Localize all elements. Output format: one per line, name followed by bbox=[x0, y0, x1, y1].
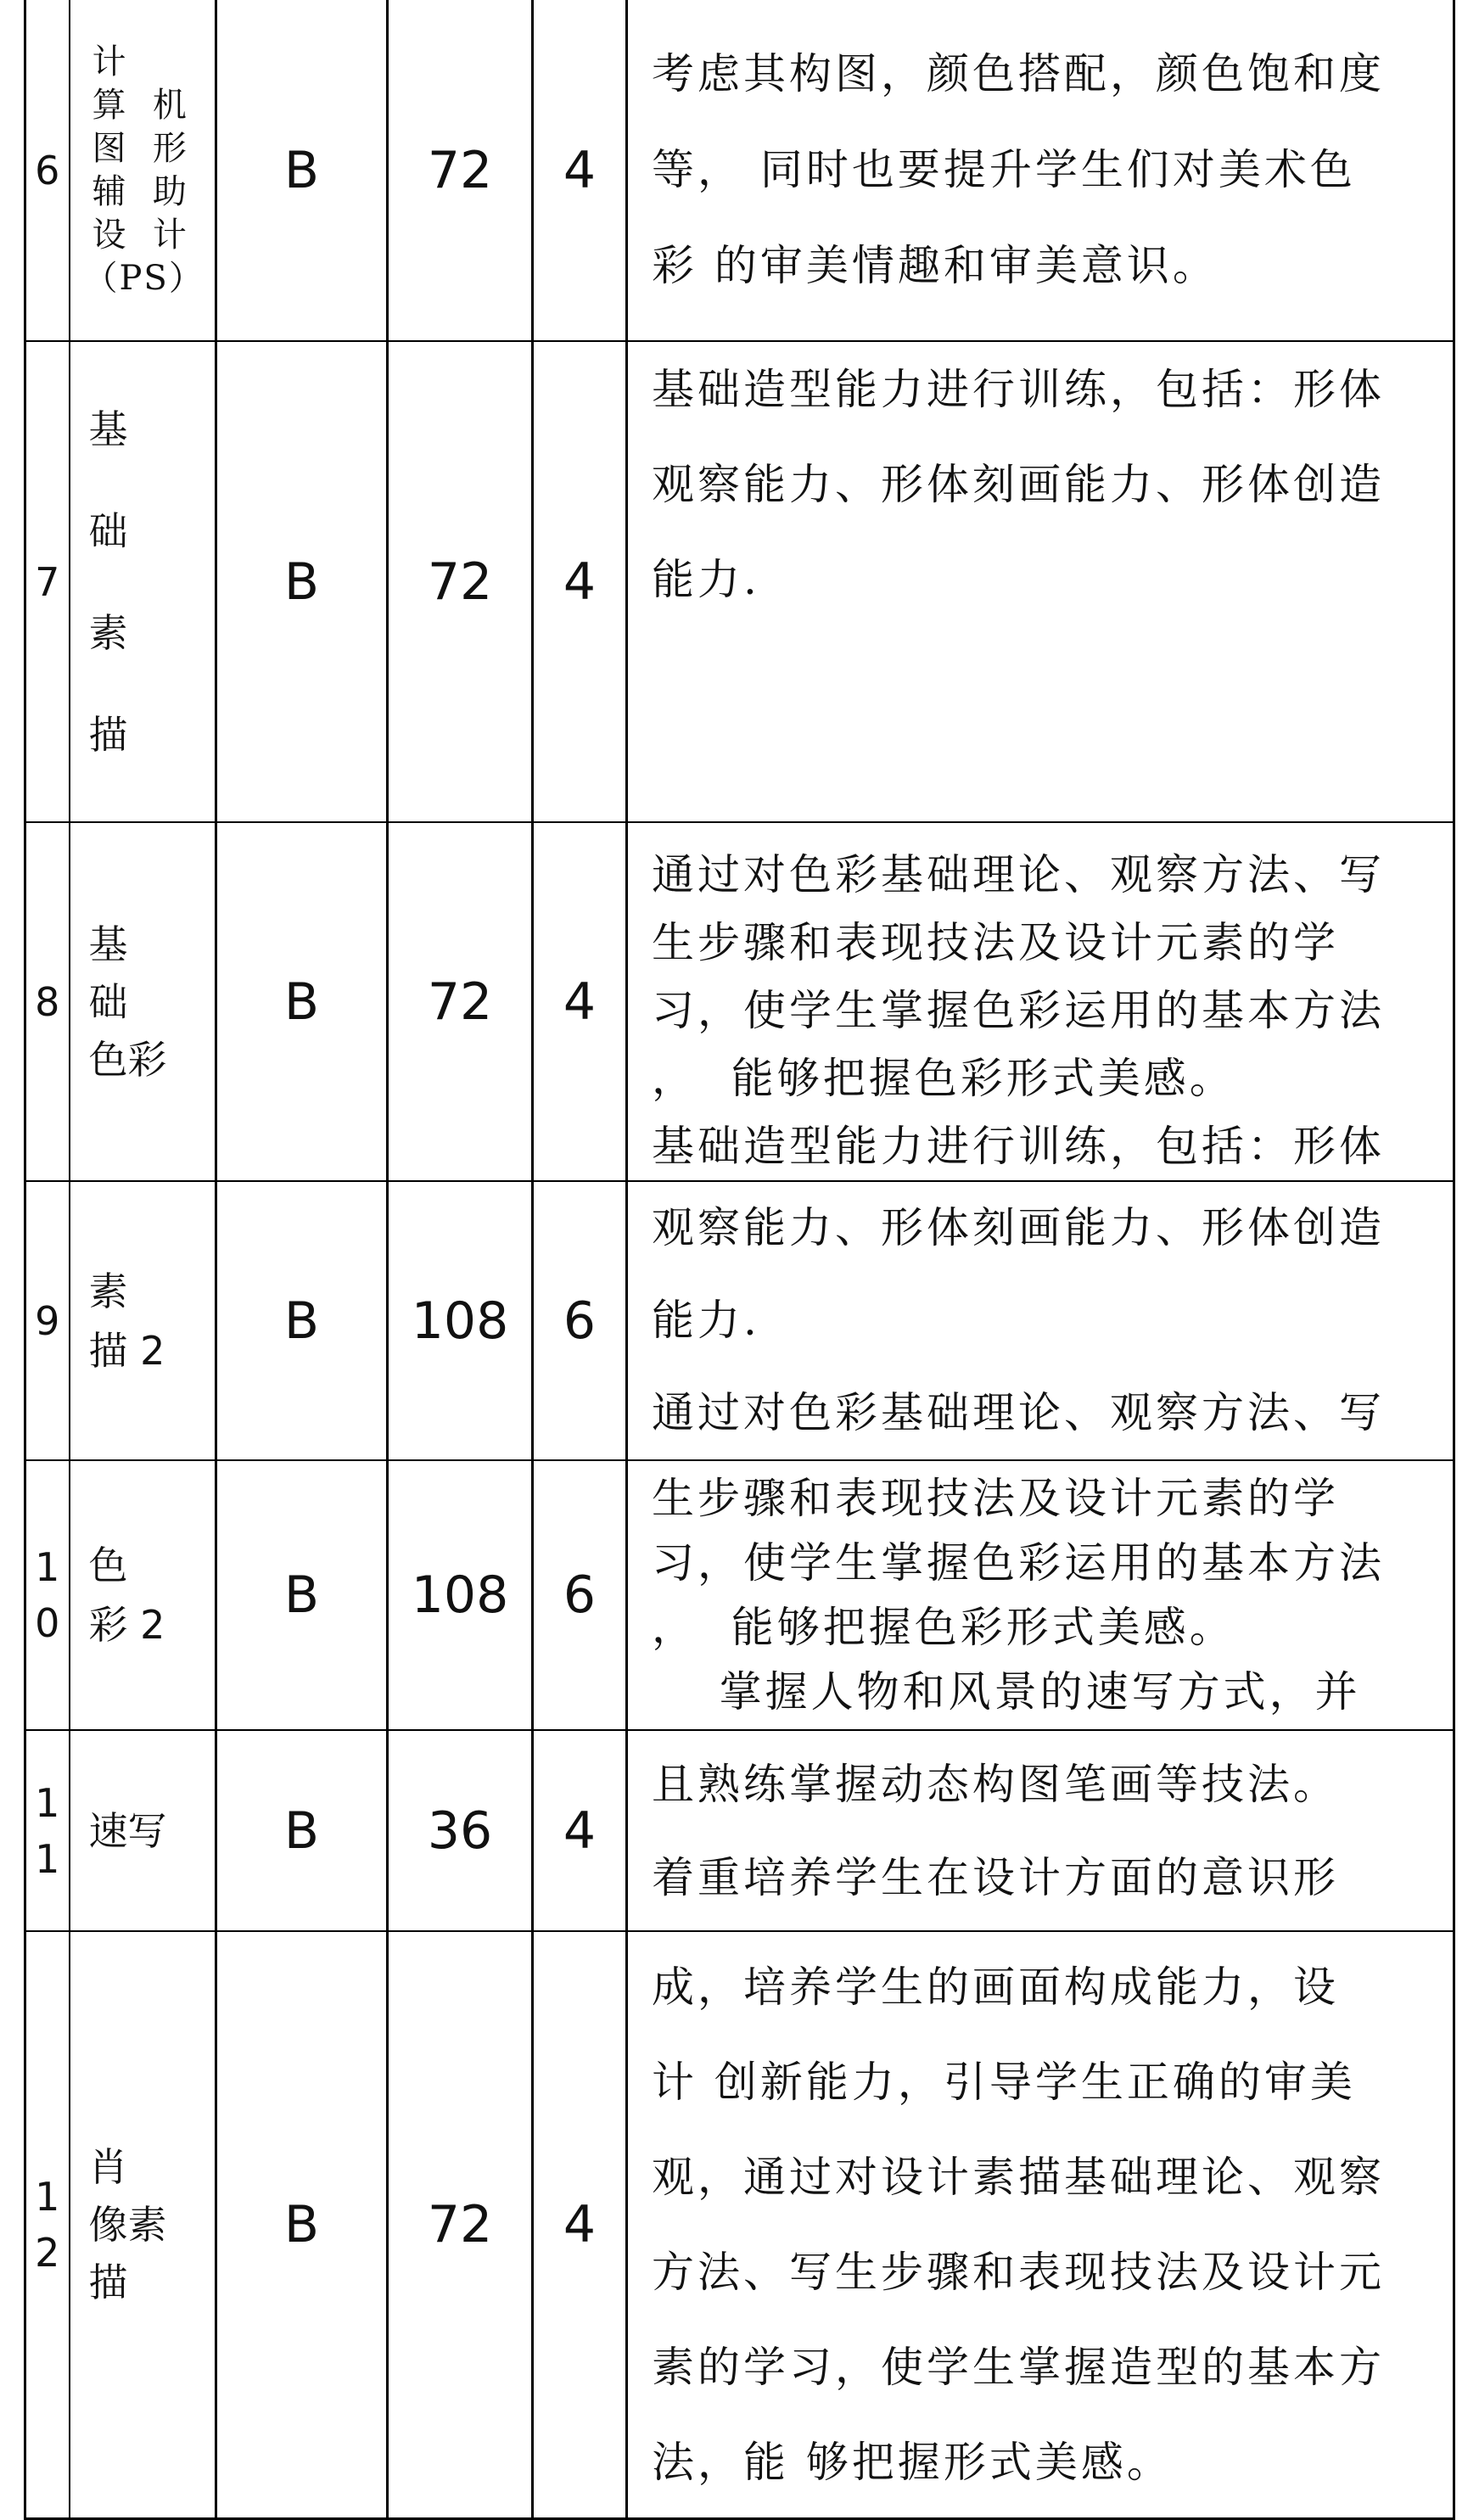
course-name-line: （PS） bbox=[83, 258, 204, 298]
course-credits: 4 bbox=[533, 1730, 627, 1931]
row-number-line: 1 bbox=[35, 1835, 60, 1882]
row-number: 8 bbox=[25, 822, 70, 1181]
course-credits: 4 bbox=[533, 822, 627, 1181]
description-line: ， 能够把握色彩形式美感。 bbox=[652, 1054, 1235, 1103]
table-row bbox=[25, 1460, 1454, 1730]
row-number bbox=[25, 1931, 70, 2518]
course-description bbox=[627, 1460, 1454, 1730]
description-line: 通过对色彩基础理论、观察方法、写 bbox=[652, 1388, 1385, 1437]
description-line: 计 创新能力，引导学生正确的审美 bbox=[652, 2057, 1356, 2107]
description-line: 能力. bbox=[652, 555, 760, 604]
course-credits: 4 bbox=[533, 0, 627, 341]
course-type: B bbox=[216, 341, 388, 822]
row-number: 7 bbox=[25, 341, 70, 822]
course-name-line: 描 2 bbox=[88, 1327, 165, 1374]
description-line: 观，通过对设计素描基础理论、观察 bbox=[652, 2152, 1385, 2202]
course-type: B bbox=[216, 1931, 388, 2518]
course-name-line: 基 bbox=[88, 921, 128, 967]
description-line: 生步骤和表现技法及设计元素的学 bbox=[652, 918, 1339, 967]
course-name-line: 色 bbox=[88, 1543, 128, 1588]
row-number-line: 1 bbox=[35, 1779, 60, 1826]
description-line: 彩 的审美情趣和审美意识。 bbox=[652, 241, 1218, 290]
row-number-line: 1 bbox=[35, 2173, 60, 2220]
course-name-line: 素 bbox=[88, 1268, 128, 1314]
table-row bbox=[25, 341, 1454, 822]
description-line: 习，使学生掌握色彩运用的基本方法 bbox=[652, 1538, 1385, 1588]
description-line: 生步骤和表现技法及设计元素的学 bbox=[652, 1474, 1339, 1523]
course-name-line: 色彩 bbox=[88, 1036, 167, 1083]
course-credits: 6 bbox=[533, 1460, 627, 1730]
course-type: B bbox=[216, 1460, 388, 1730]
course-hours: 72 bbox=[388, 341, 533, 822]
course-name-line: 算 机 bbox=[92, 85, 188, 125]
course-hours: 72 bbox=[388, 822, 533, 1181]
description-line: 掌握人物和风景的速写方式，并 bbox=[652, 1667, 1361, 1716]
course-hours: 72 bbox=[388, 1931, 533, 2518]
course-type: B bbox=[216, 0, 388, 341]
table-row bbox=[25, 1181, 1454, 1460]
row-number: 9 bbox=[25, 1181, 70, 1460]
course-name bbox=[70, 822, 216, 1181]
course-name bbox=[70, 341, 216, 822]
description-line: 习，使学生掌握色彩运用的基本方法 bbox=[652, 986, 1385, 1035]
course-name-line: 计 bbox=[92, 42, 128, 81]
course-description bbox=[627, 822, 1454, 1181]
course-description bbox=[627, 1181, 1454, 1460]
description-line: 能力. bbox=[652, 1296, 760, 1345]
table-row bbox=[25, 0, 1454, 341]
description-line: 观察能力、形体刻画能力、形体创造 bbox=[652, 460, 1385, 509]
table-row bbox=[25, 1931, 1454, 2518]
course-name-line: 彩 2 bbox=[88, 1602, 165, 1648]
row-number bbox=[25, 1460, 70, 1730]
course-type: B bbox=[216, 822, 388, 1181]
row-number: 6 bbox=[25, 0, 70, 341]
description-line: ， 能够把握色彩形式美感。 bbox=[652, 1603, 1235, 1652]
course-description bbox=[627, 0, 1454, 341]
course-hours: 72 bbox=[388, 0, 533, 341]
description-line: 素的学习，使学生掌握造型的基本方 bbox=[652, 2342, 1385, 2392]
course-name-line: 图 形 bbox=[92, 128, 188, 168]
course-description bbox=[627, 1931, 1454, 2518]
row-number-line: 2 bbox=[35, 2229, 60, 2276]
table-row bbox=[25, 1730, 1454, 1931]
course-name bbox=[70, 1730, 216, 1931]
course-description bbox=[627, 1730, 1454, 1931]
course-hours: 108 bbox=[388, 1460, 533, 1730]
row-number-line: 1 bbox=[35, 1544, 60, 1590]
course-name-line: 辅 助 bbox=[92, 171, 188, 211]
course-hours: 108 bbox=[388, 1181, 533, 1460]
description-line: 且熟练掌握动态构图笔画等技法。 bbox=[652, 1759, 1339, 1809]
description-line: 观察能力、形体刻画能力、形体创造 bbox=[652, 1203, 1385, 1252]
table-row bbox=[25, 822, 1454, 1181]
course-credits: 4 bbox=[533, 341, 627, 822]
row-number-line: 0 bbox=[35, 1600, 60, 1646]
course-name bbox=[70, 1460, 216, 1730]
course-table bbox=[24, 0, 1455, 2520]
description-line: 着重培养学生在设计方面的意识形 bbox=[652, 1852, 1339, 1902]
course-credits: 6 bbox=[533, 1181, 627, 1460]
description-line: 等， 同时也要提升学生们对美术色 bbox=[652, 145, 1356, 194]
description-line: 基础造型能力进行训练，包括：形体 bbox=[652, 365, 1385, 414]
course-hours: 36 bbox=[388, 1730, 533, 1931]
course-name-line: 速写 bbox=[88, 1807, 167, 1854]
description-line: 考虑其构图，颜色搭配，颜色饱和度 bbox=[652, 49, 1385, 98]
course-description bbox=[627, 341, 1454, 822]
description-line: 方法、写生步骤和表现技法及设计元 bbox=[652, 2247, 1385, 2297]
course-name-line: 基 bbox=[88, 406, 128, 452]
course-credits: 4 bbox=[533, 1931, 627, 2518]
course-name-line: 描 bbox=[88, 2259, 128, 2305]
course-name-line: 础 bbox=[88, 507, 128, 554]
course-type: B bbox=[216, 1181, 388, 1460]
description-line: 基础造型能力进行训练，包括：形体 bbox=[652, 1122, 1385, 1171]
description-line: 成，培养学生的画面构成能力，设 bbox=[652, 1962, 1339, 2012]
row-number bbox=[25, 1730, 70, 1931]
course-name bbox=[70, 1181, 216, 1460]
course-name-line: 素 bbox=[88, 609, 128, 656]
course-name bbox=[70, 0, 216, 341]
description-line: 通过对色彩基础理论、观察方法、写 bbox=[652, 850, 1385, 899]
course-name-line: 肖 bbox=[88, 2143, 128, 2190]
course-name-line: 础 bbox=[88, 978, 128, 1025]
course-name-line: 描 bbox=[88, 711, 128, 758]
description-line: 法，能 够把握形式美感。 bbox=[652, 2437, 1173, 2487]
course-name bbox=[70, 1931, 216, 2518]
course-name-line: 设 计 bbox=[92, 215, 188, 255]
course-type: B bbox=[216, 1730, 388, 1931]
course-name-line: 像素 bbox=[88, 2201, 167, 2248]
